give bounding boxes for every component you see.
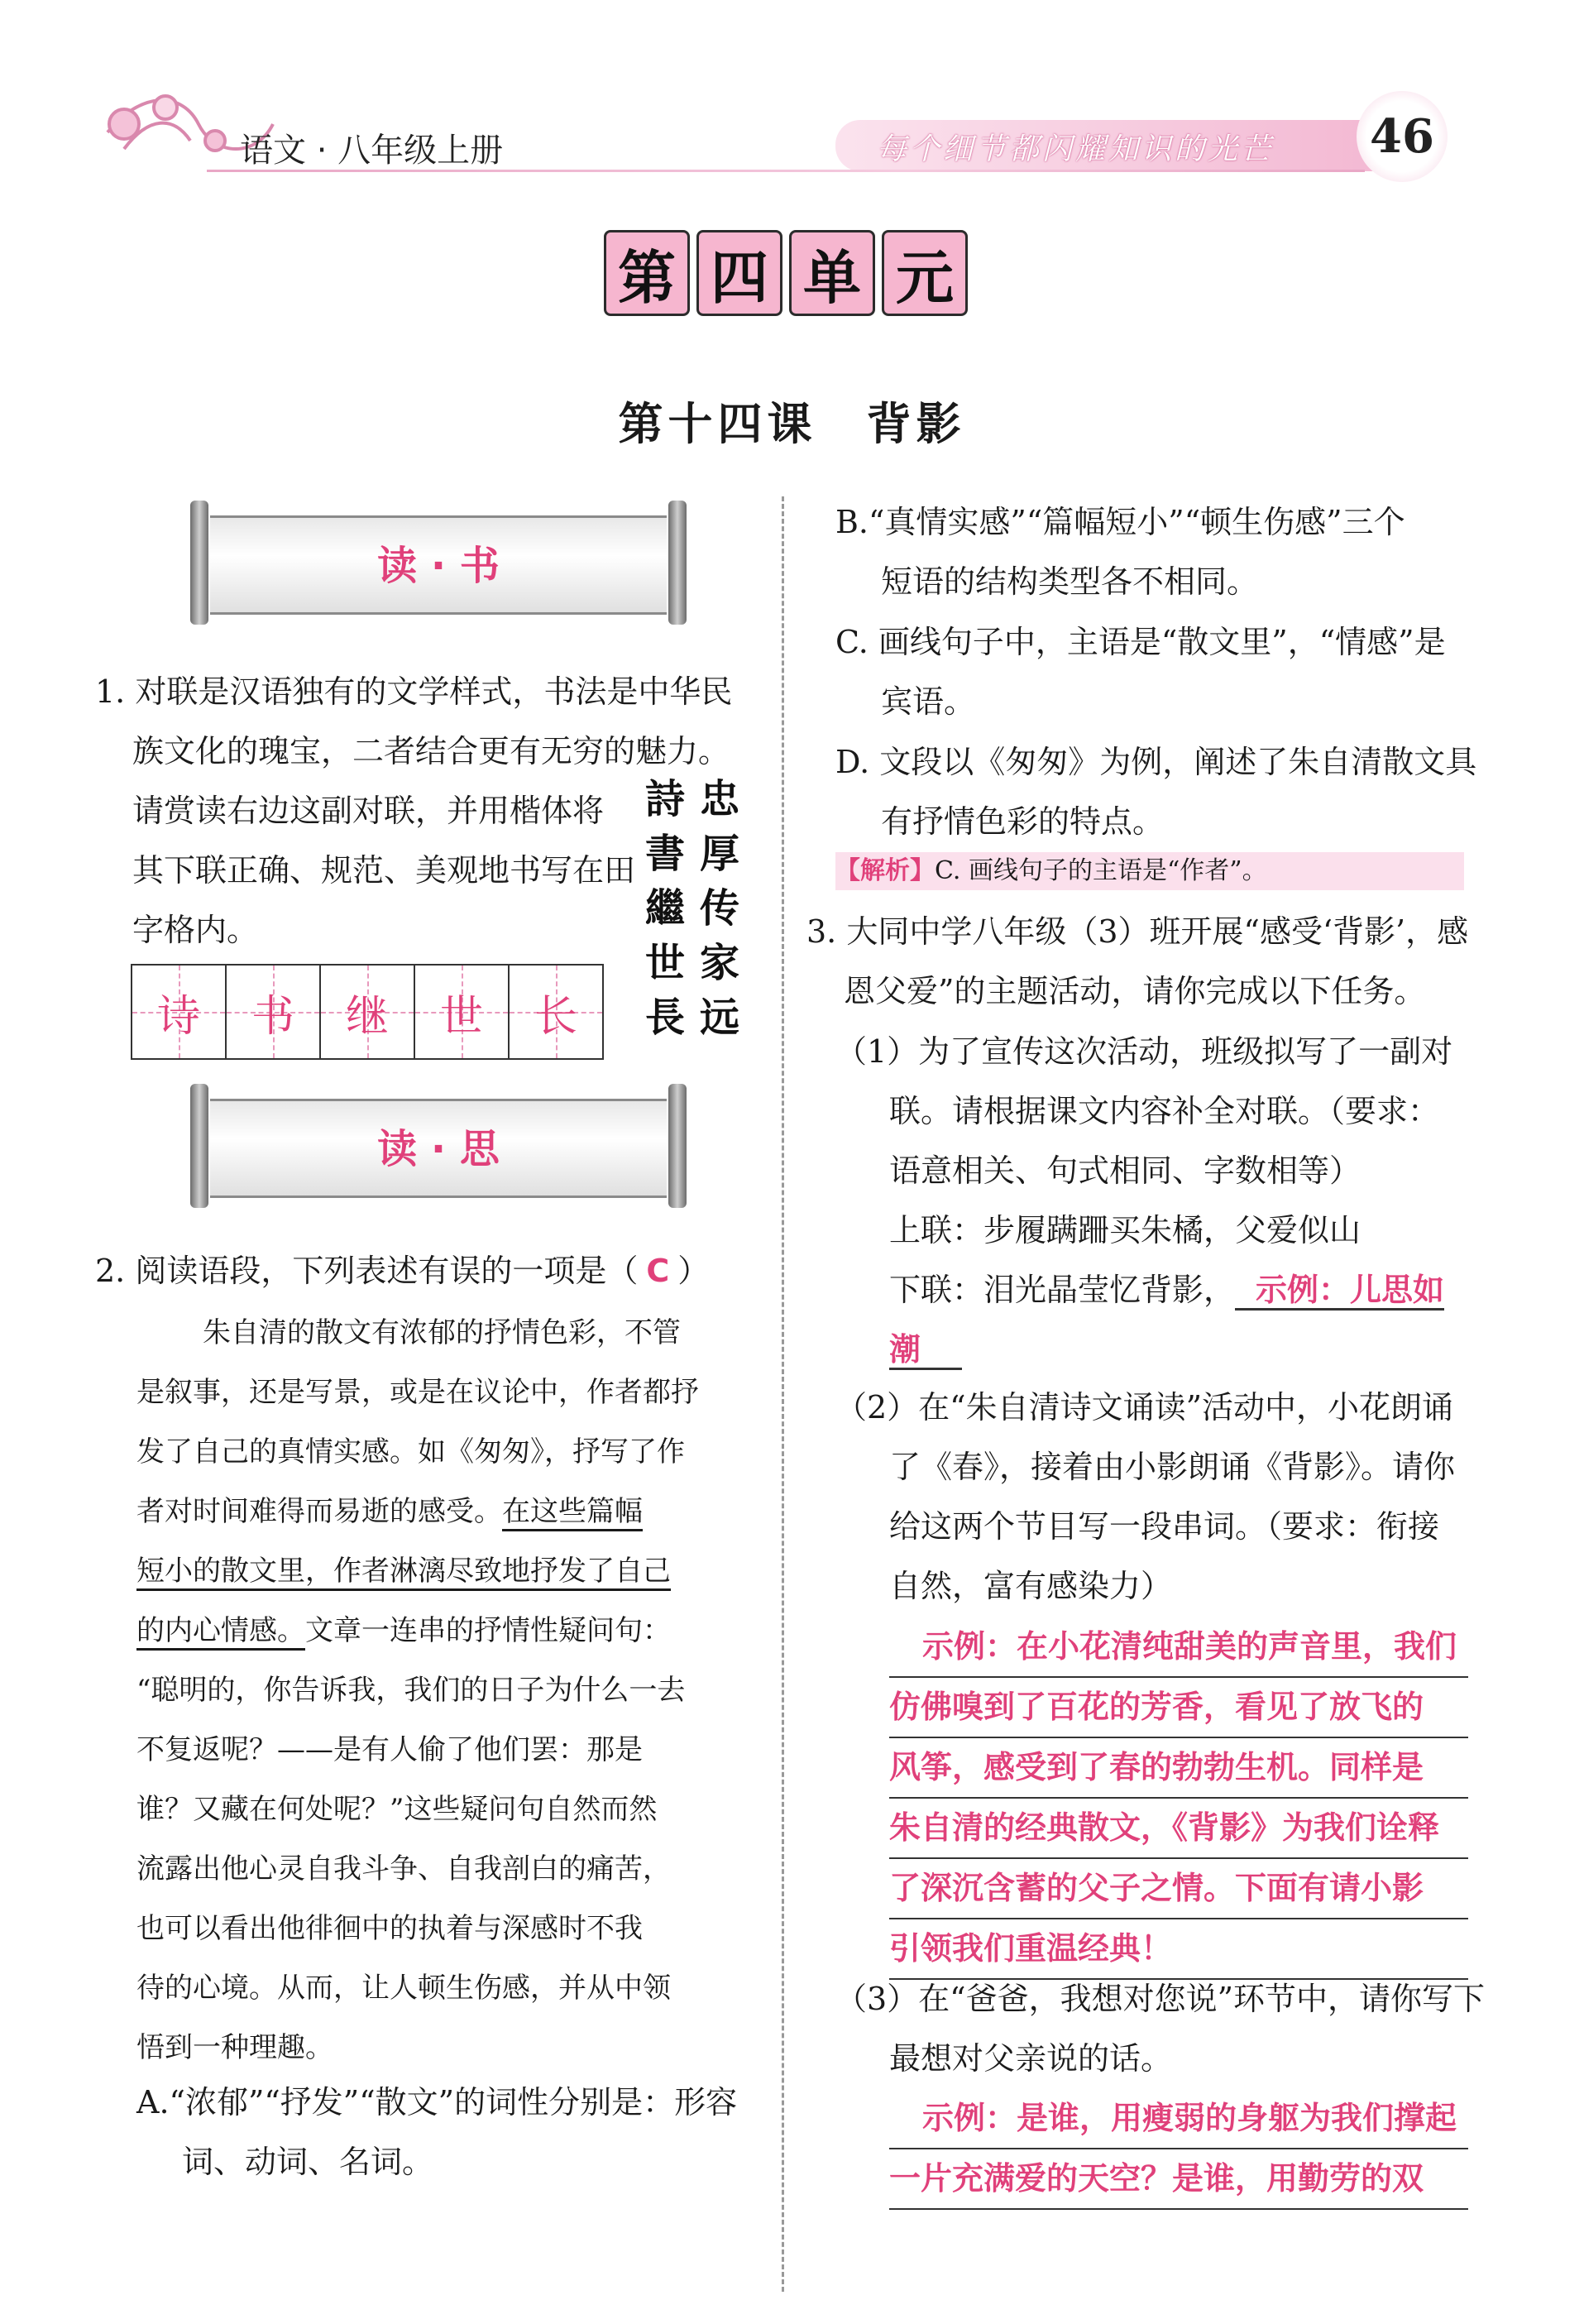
q1-line: 其下联正确、规范、美观地书写在田 xyxy=(132,852,636,889)
unit-title-char: 四 xyxy=(696,230,782,316)
column-divider xyxy=(782,496,784,2292)
option-line: 短语的结构类型各不相同。 xyxy=(881,563,1259,600)
question-3-stem xyxy=(806,902,1485,1021)
q3-line: 恩父爱”的主题活动，请你完成以下任务。 xyxy=(844,973,1426,1009)
couplet-right-column xyxy=(700,774,739,1043)
q3-part-2 xyxy=(835,1378,1489,1616)
underlined-sentence: 在这些篇幅 xyxy=(502,1495,643,1528)
passage-line: 待的心境。从而，让人顿生伤感，并从中领 xyxy=(136,1972,671,2005)
q3-p3-line: （3）在“爸爸，我想对您说”环节中，请你写下 xyxy=(835,1981,1486,2017)
grid-answer: 继 xyxy=(345,991,389,1042)
q3-p2-answer[interactable] xyxy=(889,1617,1468,1980)
couplet-char: 長 xyxy=(645,994,686,1041)
answer-line: 引领我们重温经典！ xyxy=(889,1919,1468,1980)
q3-p2-line: 了《春》，接着由小影朗诵《背影》。请你 xyxy=(889,1449,1456,1485)
question-2-stem xyxy=(95,1241,773,1301)
grid-answer: 世 xyxy=(439,991,483,1042)
passage-line: 者对时间难得而易逝的感受。 xyxy=(136,1495,502,1528)
answer-line: 朱自清的经典散文，《背影》为我们诠释 xyxy=(889,1799,1468,1859)
passage-line: 流露出他心灵自我斗争、自我剖白的痛苦， xyxy=(136,1852,671,1886)
passage-line: 朱自清的散文有浓郁的抒情色彩，不管 xyxy=(203,1316,681,1349)
couplet-char: 传 xyxy=(700,885,740,932)
q2-passage xyxy=(136,1303,773,2077)
option-line: B.“真情实感”“篇幅短小”“顿生伤感”三个 xyxy=(835,504,1405,540)
passage-line: 不复返呢？——是有人偷了他们罢：那是 xyxy=(136,1733,643,1766)
analysis-text: C. 画线句子的主语是“作者”。 xyxy=(935,856,1267,885)
analysis-box xyxy=(835,852,1464,890)
underlined-sentence: 短小的散文里，作者淋漓尽致地抒发了自己 xyxy=(136,1555,671,1588)
couplet-char: 繼 xyxy=(645,885,686,932)
unit-title xyxy=(604,230,968,316)
q3-p3-answer[interactable] xyxy=(889,2089,1468,2210)
q3-part-3 xyxy=(835,1969,1489,2088)
option-line: D. 文段以《匆匆》为例，阐述了朱自清散文具 xyxy=(835,744,1477,780)
answer-line: 示例：在小花清纯甜美的声音里，我们 xyxy=(889,1617,1468,1678)
couplet-char: 詩 xyxy=(645,776,686,822)
section-label: 读 · 书 xyxy=(377,543,500,589)
couplet-char: 書 xyxy=(645,831,686,877)
answer-line: 示例：是谁，用瘦弱的身躯为我们撑起 xyxy=(889,2089,1468,2149)
q2-option-c xyxy=(835,612,1497,731)
q2-option-a xyxy=(136,2072,773,2192)
lesson-title: 第十四课 背影 xyxy=(618,397,966,450)
q3-p1-line: （1）为了宣传这次活动，班级拟写了一副对 xyxy=(835,1033,1453,1070)
passage-line: 发了自己的真情实感。如《匆匆》，抒写了作 xyxy=(136,1435,685,1469)
q1-line: 请赏读右边这副对联，并用楷体将 xyxy=(132,793,605,829)
unit-title-char: 单 xyxy=(789,230,875,316)
couplet-char: 家 xyxy=(700,940,740,986)
grid-cell[interactable] xyxy=(508,964,604,1060)
q2-stem-end: ） xyxy=(677,1253,710,1289)
grid-cell[interactable] xyxy=(319,964,415,1060)
grid-cell[interactable] xyxy=(225,964,321,1060)
unit-title-char: 第 xyxy=(604,230,690,316)
couplet-left-column xyxy=(645,774,685,1043)
grid-cell[interactable] xyxy=(414,964,510,1060)
q2-stem: 2. 阅读语段，下列表述有误的一项是（ xyxy=(95,1253,639,1289)
passage-line: 悟到一种理趣。 xyxy=(136,2031,333,2064)
option-line: 有抒情色彩的特点。 xyxy=(881,803,1165,840)
q3-p1-line: 联。请根据课文内容补全对联。（要求： xyxy=(889,1093,1440,1129)
passage-line: 谁？又藏在何处呢？”这些疑问句自然而然 xyxy=(136,1793,658,1826)
q3-part-1 xyxy=(835,1022,1489,1379)
grid-cell[interactable] xyxy=(131,964,227,1060)
q2-answer: C xyxy=(646,1253,670,1289)
couplet-char: 远 xyxy=(700,994,740,1041)
grid-answer: 诗 xyxy=(156,991,200,1042)
grid-answer: 书 xyxy=(251,991,294,1042)
q3-p3-line: 最想对父亲说的话。 xyxy=(889,2040,1173,2077)
q3-p2-line: 给这两个节目写一段串词。（要求：衔接 xyxy=(889,1508,1440,1545)
q3-line: 3. 大同中学八年级（3）班开展“感受‘背影’，感 xyxy=(806,913,1469,950)
unit-title-char: 元 xyxy=(882,230,968,316)
q1-line: 1. 对联是汉语独有的文学样式，书法是中华民 xyxy=(95,673,733,710)
passage-line: “聪明的，你告诉我，我们的日子为什么一去 xyxy=(136,1674,686,1707)
q2-option-b xyxy=(835,492,1497,611)
answer-line: 一片充满爱的天空？是谁，用勤劳的双 xyxy=(889,2149,1468,2210)
analysis-label: 【解析】 xyxy=(835,856,935,885)
couplet-char: 厚 xyxy=(700,831,740,877)
answer-line: 仿佛嗅到了百花的芳香，看见了放飞的 xyxy=(889,1678,1468,1738)
page-number-badge xyxy=(1357,91,1448,182)
answer-line: 风筝，感受到了春的勃勃生机。同样是 xyxy=(889,1738,1468,1799)
q3-p2-line: （2）在“朱自清诗文诵读”活动中，小花朗诵 xyxy=(835,1389,1454,1426)
motto-text: 每个细节都闪耀知识的光芒 xyxy=(877,132,1275,166)
q1-line: 族文化的瑰宝，二者结合更有无穷的魅力。 xyxy=(132,733,730,769)
lower-couplet-prefix: 下联：泪光晶莹忆背影， xyxy=(889,1272,1236,1308)
passage-line: 是叙事，还是写景，或是在议论中，作者都抒 xyxy=(136,1376,699,1409)
section-banner-read-think xyxy=(190,1084,687,1208)
couplet-char: 忠 xyxy=(700,776,740,822)
upper-couplet: 上联：步履蹒跚买朱橘，父爱似山 xyxy=(889,1212,1361,1248)
lower-couplet-answer[interactable]: 示例：儿思如 xyxy=(1235,1272,1444,1311)
passage-line: 也可以看出他徘徊中的执着与深感时不我 xyxy=(136,1912,643,1945)
lower-couplet-answer[interactable]: 潮 xyxy=(889,1331,962,1370)
q3-p1-line: 语意相关、句式相同、字数相等） xyxy=(889,1152,1361,1189)
passage-line: 文章一连串的抒情性疑问句： xyxy=(305,1614,671,1647)
subject-label: 语文 · 八年级上册 xyxy=(240,132,504,170)
tian-grid xyxy=(132,964,604,1060)
option-line: A.“浓郁”“抒发”“散文”的词性分别是：形容 xyxy=(136,2084,738,2120)
q3-p2-line: 自然，富有感染力） xyxy=(889,1568,1173,1604)
page-number: 46 xyxy=(1370,109,1434,164)
option-line: C. 画线句子中，主语是“散文里”，“情感”是 xyxy=(835,624,1446,660)
underlined-sentence: 的内心情感。 xyxy=(136,1614,305,1647)
header-divider xyxy=(207,170,1365,172)
couplet-image xyxy=(645,774,739,1043)
section-label: 读 · 思 xyxy=(377,1126,500,1172)
section-banner-read-book xyxy=(190,501,687,625)
q1-line: 字格内。 xyxy=(132,912,259,948)
option-line: 宾语。 xyxy=(881,683,976,720)
answer-line: 了深沉含蓄的父子之情。下面有请小影 xyxy=(889,1859,1468,1919)
grid-answer: 长 xyxy=(534,991,577,1042)
couplet-char: 世 xyxy=(645,940,686,986)
option-line: 词、动词、名词。 xyxy=(182,2144,434,2180)
q2-option-d xyxy=(835,732,1497,851)
